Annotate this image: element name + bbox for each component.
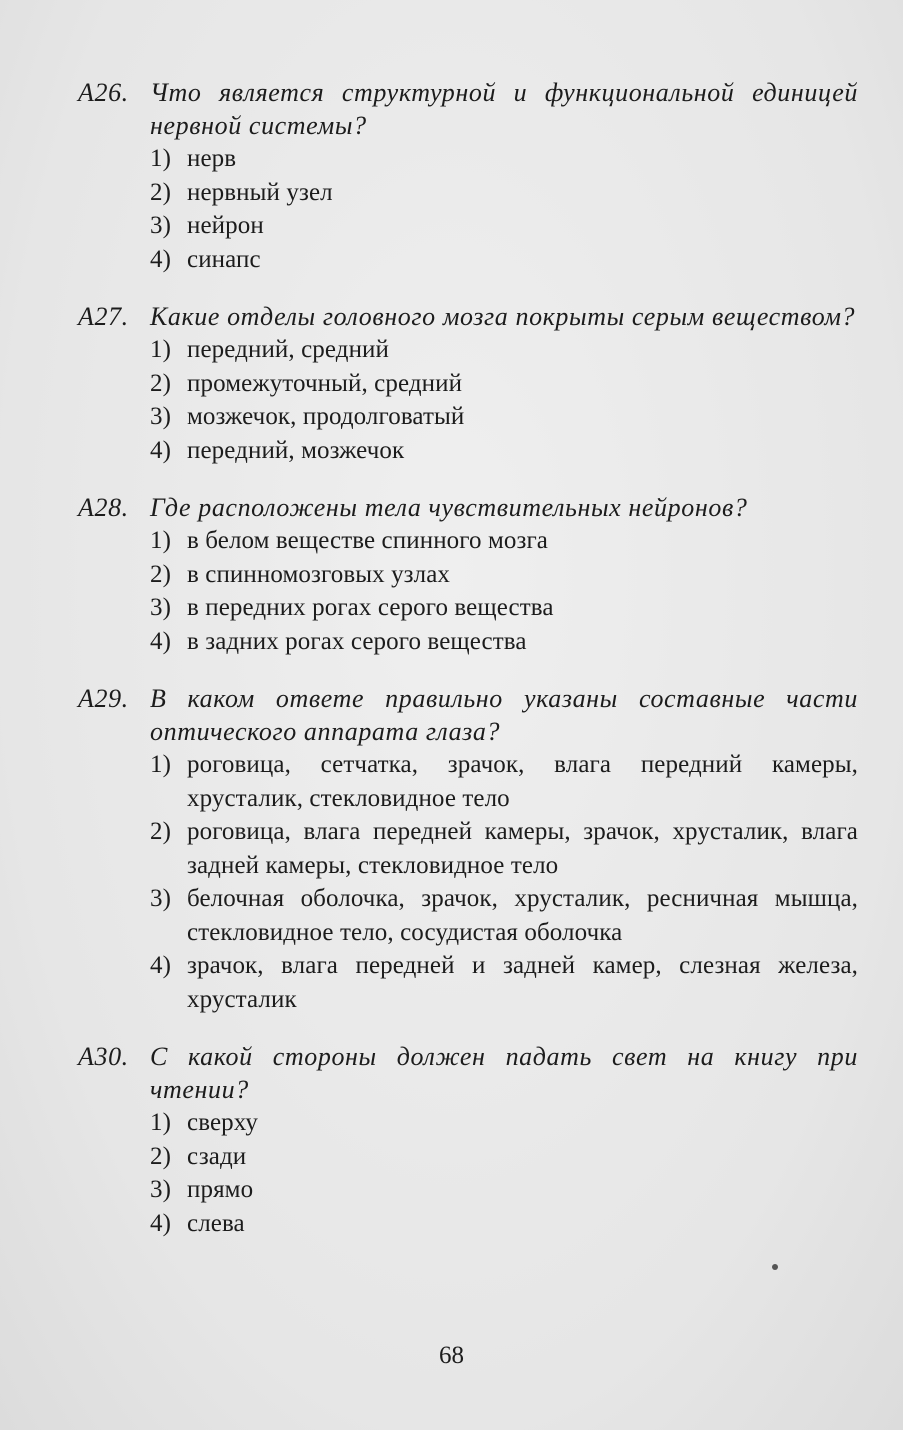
question-number: A30. <box>78 1042 129 1071</box>
answer-option <box>150 1207 858 1241</box>
answer-option <box>150 815 858 882</box>
option-text: роговица, сетчатка, зрачок, влага передний камеры, хрусталик, стекловидное тело <box>187 751 858 812</box>
option-number: 1) <box>150 527 172 554</box>
answer-option <box>150 243 858 277</box>
ink-dot <box>772 1264 778 1270</box>
answer-option <box>150 1106 858 1140</box>
question-text: С какой стороны должен падать свет на книгу при чтении? <box>150 1042 858 1104</box>
answer-options <box>150 1106 858 1240</box>
question-text: Какие отделы головного мозга покрыты серым веществом? <box>150 302 856 331</box>
question-heading <box>78 76 858 142</box>
option-text: в задних рогах серого вещества <box>187 627 527 655</box>
answer-option <box>150 142 858 176</box>
option-text: сзади <box>187 1142 247 1170</box>
option-text: в спинномозговых узлах <box>187 560 451 588</box>
option-text: нервный узел <box>187 178 333 206</box>
answer-options <box>150 748 858 1016</box>
option-text: передний, средний <box>187 336 390 363</box>
option-number: 3) <box>150 885 172 912</box>
answer-option <box>150 625 858 659</box>
question-heading <box>78 300 858 333</box>
answer-options <box>150 142 858 276</box>
option-number: 2) <box>150 369 172 397</box>
option-text: в белом веществе спинного мозга <box>187 527 548 554</box>
option-text: передний, мозжечок <box>187 436 405 464</box>
question-a30 <box>78 1040 858 1240</box>
question-number: A29. <box>78 684 129 713</box>
option-text: слева <box>187 1209 245 1237</box>
answer-option <box>150 333 858 367</box>
option-text: прямо <box>187 1176 254 1203</box>
question-a27 <box>78 300 858 467</box>
answer-option <box>150 882 858 949</box>
option-number: 2) <box>150 1142 172 1170</box>
answer-option <box>150 367 858 401</box>
option-text: мозжечок, продолговатый <box>187 403 465 430</box>
answer-option <box>150 400 858 434</box>
option-text: нерв <box>187 145 237 172</box>
option-number: 4) <box>150 952 172 979</box>
option-number: 4) <box>150 1209 172 1237</box>
option-number: 3) <box>150 594 172 621</box>
question-a26 <box>78 76 858 276</box>
answer-option <box>150 209 858 243</box>
option-number: 1) <box>150 336 172 363</box>
answer-option <box>150 524 858 558</box>
option-text: роговица, влага передней камеры, зрачок, хрусталик, влага задней камеры, стекловидное тело <box>187 818 858 879</box>
question-heading <box>78 491 858 524</box>
option-text: зрачок, влага передней и задней камер, слезная железа, хрусталик <box>187 952 858 1013</box>
option-number: 2) <box>150 818 172 845</box>
option-number: 4) <box>150 245 172 273</box>
option-number: 2) <box>150 560 172 588</box>
option-number: 3) <box>150 212 172 239</box>
answer-options <box>150 524 858 658</box>
questions-list <box>78 76 858 1264</box>
question-a29 <box>78 682 858 1016</box>
question-number: A26. <box>78 78 129 107</box>
option-text: синапс <box>187 245 261 273</box>
question-number: A28. <box>78 493 129 522</box>
question-text: В каком ответе правильно указаны составные части оптического аппарата глаза? <box>150 684 858 746</box>
question-heading <box>78 682 858 748</box>
option-text: белочная оболочка, зрачок, хрусталик, ресничная мышца, стекловидное тело, сосудистая оболочка <box>187 885 858 946</box>
option-text: в передних рогах серого вещества <box>187 594 554 621</box>
page-number: 68 <box>439 1342 464 1369</box>
question-a28 <box>78 491 858 658</box>
option-number: 4) <box>150 436 172 464</box>
question-text: Где расположены тела чувствительных нейронов? <box>150 493 748 522</box>
answer-option <box>150 748 858 815</box>
question-heading <box>78 1040 858 1106</box>
option-number: 1) <box>150 145 172 172</box>
answer-option <box>150 558 858 592</box>
option-text: нейрон <box>187 212 264 239</box>
answer-option <box>150 591 858 625</box>
answer-option <box>150 434 858 468</box>
answer-option <box>150 1140 858 1174</box>
answer-option <box>150 176 858 210</box>
option-number: 1) <box>150 751 172 778</box>
answer-option <box>150 1173 858 1207</box>
option-number: 2) <box>150 178 172 206</box>
answer-options <box>150 333 858 467</box>
option-number: 3) <box>150 403 172 430</box>
option-text: сверху <box>187 1109 258 1136</box>
option-number: 3) <box>150 1176 172 1203</box>
answer-option <box>150 949 858 1016</box>
question-text: Что является структурной и функциональной единицей нервной системы? <box>150 78 858 140</box>
option-number: 4) <box>150 627 172 655</box>
question-number: A27. <box>78 302 129 331</box>
option-number: 1) <box>150 1109 172 1136</box>
option-text: промежуточный, средний <box>187 369 463 397</box>
